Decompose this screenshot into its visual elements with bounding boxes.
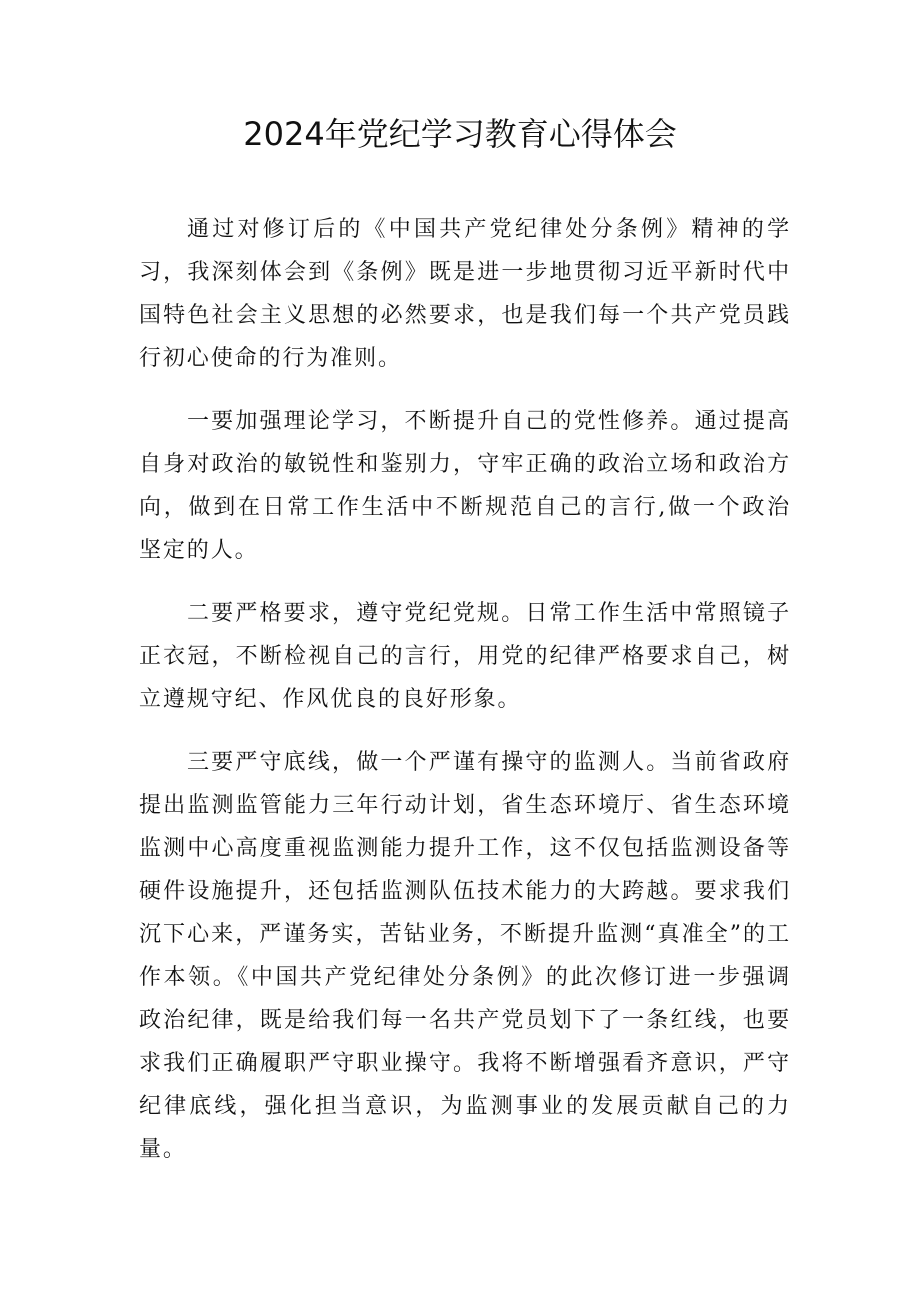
paragraph-point-three: 三要严守底线，做一个严谨有操守的监测人。当前省政府提出监测监管能力三年行动计划，省生态环境厅、省生态环境监测中心高度重视监测能力提升工作，这不仅包括监测设备等硬件设施提升，还包括监测队伍技术能力的大跨越。要求我们沉下心来，严谨务实，苦钻业务，不断提升监测“真准全”的工作本领。《中国共产党纪律处分条例》的此次修订进一步强调政治纪律，既是给我们每一名共产党员划下了一条红线，也要求我们正确履职严守职业操守。我将不断增强看齐意识，严守纪律底线，强化担当意识，为监测事业的发展贡献自己的力量。 [139, 750, 791, 1162]
document-body [139, 208, 791, 1171]
paragraph-point-two: 二要严格要求，遵守党纪党规。日常工作生活中常照镜子正衣冠，不断检视自己的言行，用党的纪律严格要求自己，树立遵规守纪、作风优良的良好形象。 [139, 601, 791, 712]
document-title: 2024年党纪学习教育心得体会 [243, 115, 677, 153]
paragraph-point-one: 一要加强理论学习，不断提升自己的党性修养。通过提高自身对政治的敏锐性和鉴别力，守牢正确的政治立场和政治方向，做到在日常工作生活中不断规范自己的言行,做一个政治坚定的人。 [139, 409, 791, 563]
paragraph-intro: 通过对修订后的《中国共产党纪律处分条例》精神的学习，我深刻体会到《条例》既是进一步地贯彻习近平新时代中国特色社会主义思想的必然要求，也是我们每一个共产党员践行初心使命的行为准则。 [139, 217, 791, 371]
